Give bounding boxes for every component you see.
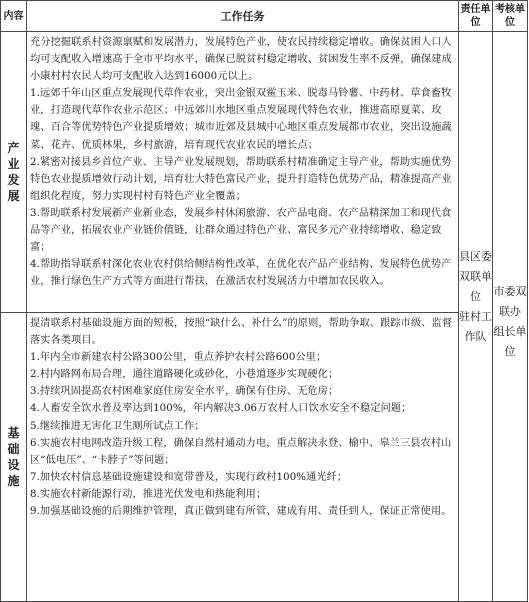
label-char: 设	[7, 458, 20, 472]
header-responsible: 责任单位	[459, 1, 493, 32]
task-paragraph: 2.紧密对接县乡首位产业、主导产业发展规划，帮助联系村精准确定主导产业，帮助实施优势特色农业提质增效行动计划，培育壮大特色富民产业，提升打造特色优势产品，精准提高产业组织化程度，努力实现村村有特色产业全覆盖；	[30, 156, 452, 202]
label-char: 展	[7, 189, 20, 203]
label-char: 产	[7, 141, 20, 155]
task-paragraph: 6.实施农村电网改造升级工程，确保自然村通动力电，重点解决永登、榆中、皋兰三县农村山区“低电压”、“卡脖子”等问题；	[30, 437, 452, 466]
responsible-unit: 双联单位	[459, 270, 492, 303]
label-char: 施	[7, 474, 20, 488]
label-char: 础	[7, 442, 20, 456]
header-tasks: 工作任务	[27, 1, 459, 32]
section-industry-tasks	[27, 32, 459, 313]
label-char: 发	[7, 173, 20, 187]
task-paragraph: 9.加强基础设施的后期维护管理，真正做到建有所管、建成有用、责任到人，保证正常使用。	[30, 506, 452, 518]
task-paragraph: 7.加快农村信息基础设施建设和宽带普及，实现行政村100%通光纤；	[30, 471, 348, 483]
task-paragraph: 1.年内全市新建农村公路300公里，重点养护农村公路600公里；	[30, 352, 327, 364]
section-infrastructure-label	[1, 313, 27, 602]
task-paragraph: 5.继续推进无害化卫生厕所试点工作；	[30, 420, 205, 432]
task-paragraph: 4.人畜安全饮水普及率达到100%，年内解决3.06万农村人口饮水安全不稳定问题；	[30, 403, 412, 415]
responsible-units	[459, 32, 493, 602]
assessment-unit: 组长单位	[493, 325, 527, 358]
section-industry-row	[1, 32, 528, 313]
section-infrastructure-row	[1, 313, 528, 602]
responsible-unit: 县区委	[459, 250, 492, 263]
task-paragraph: 8.实施农村新能源行动，推进光伏发电和热能利用；	[30, 488, 267, 500]
task-paragraph: 1.远郊千年山区重点发展现代草作农业，突出金银双鲎玉米、脱毒马铃薯、中药材、草食畜牧业，打造现代草作农业示范区；中远郊川水地区重点发展现代特色农业，推进高原夏菜、玫瑰、百合等优势特色产业提质增效；城市近郊及县城中心地区重点发展都市农业，突出设施蔬菜、花卉、优质林果，乡村旅游，培育现代农业农民的增长点；	[30, 88, 452, 151]
task-paragraph: 充分挖掘联系村资源禀赋和发展潜力，发展特色产业，使农民持续稳定增收。确保贫困人口人均可支配收入增速高于全市平均水平，确保已脱贫村稳定增收、贫困发生率不反弹，确保建成小康村村农民人均可支配收入达到16000元以上。	[30, 37, 452, 83]
label-char: 业	[7, 157, 20, 171]
section-infrastructure-tasks	[27, 313, 459, 602]
assessment-unit: 市委双联办	[493, 285, 527, 318]
task-paragraph: 4.帮助指导联系村深化农业农村供给侧结构性改革，在优化农产品产业结构、发展特色优势产业，推行绿色生产方式等方面进行帮扶，在激活农村发展活力中增加农民收入。	[30, 259, 452, 288]
header-assessment: 考核单位	[493, 1, 528, 32]
label-char: 基	[7, 426, 20, 440]
assessment-units	[493, 32, 528, 602]
task-paragraph: 3.帮助联系村发展新产业新业态，发展乡村休闲旅游、农产品电商、农产品精深加工和现代食品等产业，拓展农业产业链价值链，让群众通过特色产业、富民多元产业持续增收、稳定致富；	[30, 207, 452, 254]
header-row	[1, 1, 528, 32]
section-industry-label	[1, 32, 27, 313]
task-paragraph: 3.持续巩固提高农村困难家庭住房安全水平，确保有住房、无危房；	[30, 386, 339, 398]
responsible-unit: 驻村工作队	[459, 310, 492, 343]
task-paragraph: 提清联系村基础设施方面的短板，按照“缺什么、补什么”的原则，帮助争取、跟踪市级、监督落实各类项目。	[30, 318, 453, 347]
task-paragraph: 2.村内路网布局合理，通往道路硬化或砂化，小巷道逐步实现硬化；	[30, 369, 339, 381]
header-content: 内容	[1, 1, 27, 32]
